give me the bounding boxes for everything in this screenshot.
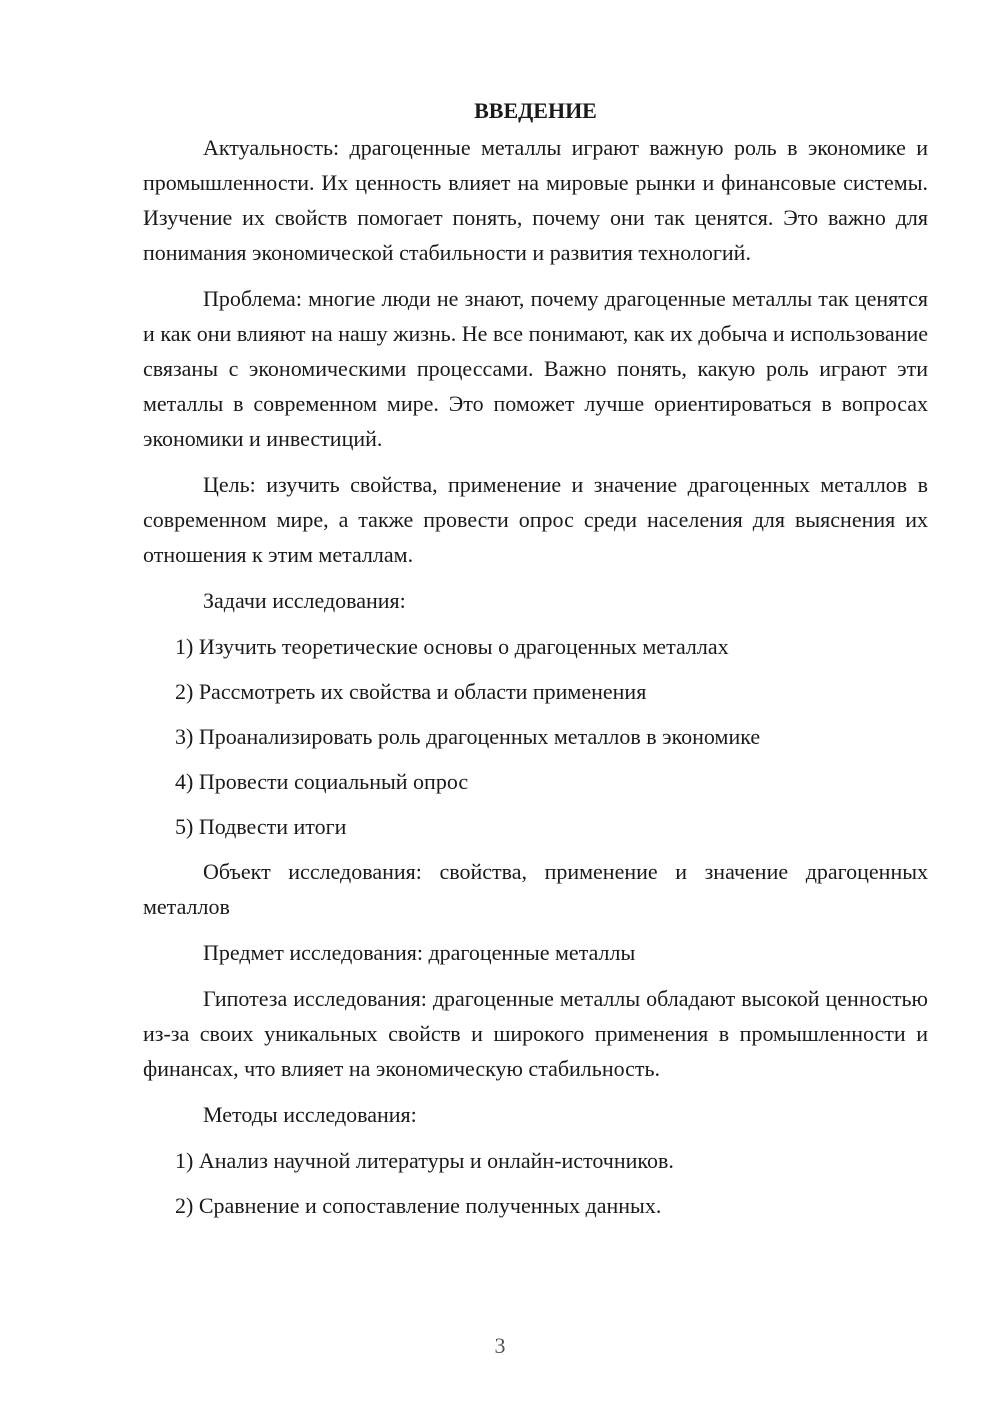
list-item: 2) Рассмотреть их свойства и области применения [175, 679, 647, 704]
document-page [143, 96, 928, 1233]
list-item: 2) Сравнение и сопоставление полученных данных. [175, 1193, 662, 1218]
page-number: 3 [494, 1333, 506, 1358]
subject-paragraph: Предмет исследования: драгоценные металлы [203, 940, 636, 965]
methods-heading: Методы исследования: [203, 1102, 417, 1127]
methods-list [143, 1143, 928, 1223]
goal-paragraph: Цель: изучить свойства, применение и значение драгоценных металлов в современном мире, а также провести опрос среди населения для выяснения их отношения к этим металлам. [143, 472, 928, 567]
tasks-heading: Задачи исследования: [203, 588, 406, 613]
list-item: 1) Анализ научной литературы и онлайн-источников. [175, 1148, 674, 1173]
list-item: 1) Изучить теоретические основы о драгоценных металлах [175, 634, 729, 659]
list-item: 5) Подвести итоги [175, 814, 347, 839]
hypothesis-paragraph: Гипотеза исследования: драгоценные металлы обладают высокой ценностью из-за своих уникальных свойств и широкого применения в промышленности и финансах, что влияет на экономическую стабильность. [143, 986, 928, 1081]
list-item: 3) Проанализировать роль драгоценных металлов в экономике [175, 724, 761, 749]
relevance-paragraph: Актуальность: драгоценные металлы играют важную роль в экономике и промышленности. Их ценность влияет на мировые рынки и финансовые системы. Изучение их свойств помогает понять, почему они так ценятся. Это важно для понимания экономической стабильности и развития технологий. [143, 135, 928, 265]
list-item: 4) Провести социальный опрос [175, 769, 469, 794]
problem-paragraph: Проблема: многие люди не знают, почему драгоценные металлы так ценятся и как они влияют на нашу жизнь. Не все понимают, как их добыча и использование связаны с экономическими процессами. Важно понять, какую роль играют эти металлы в современном мире. Это поможет лучше ориентироваться в вопросах экономики и инвестиций. [143, 286, 928, 451]
section-title: ВВЕДЕНИЕ [474, 98, 597, 123]
tasks-list [143, 629, 928, 844]
object-paragraph: Объект исследования: свойства, применение и значение драгоценных металлов [143, 859, 928, 919]
